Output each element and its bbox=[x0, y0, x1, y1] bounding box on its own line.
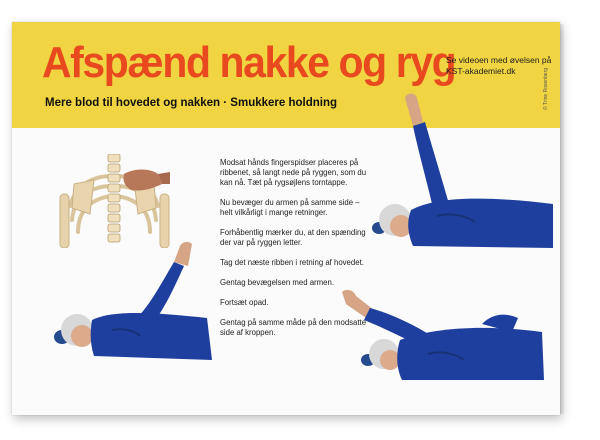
video-note: Se videoen med øvelsen på KST-akademiet.dk bbox=[446, 55, 552, 76]
instructions-text bbox=[220, 158, 370, 348]
poster-subtitle: Mere blod til hovedet og nakken · Smukkere holdning bbox=[45, 97, 338, 109]
poster-sheet bbox=[12, 22, 560, 415]
instruction-step: Gentag bevægelsen med armen. bbox=[220, 278, 334, 287]
copyright-note: © Trine Rosenberg bbox=[543, 67, 549, 110]
woman-lying-arm-raised-right-top bbox=[367, 92, 557, 252]
woman-lying-arm-raised-left bbox=[42, 232, 217, 362]
poster-title: Afspænd nakke og ryg bbox=[42, 38, 456, 87]
instruction-step: Nu bevæger du armen på samme side – helt vilkårligt i mange retninger. bbox=[220, 198, 360, 217]
instruction-step: Tag det næste ribben i retning af hovedet. bbox=[220, 258, 364, 267]
instruction-step: Forhåbentlig mærker du, at den spænding der var på ryggen letter. bbox=[220, 228, 366, 247]
instruction-step: Gentag på samme måde på den modsatte side af kroppen. bbox=[220, 318, 367, 337]
instruction-step: Modsat hånds fingerspidser placeres på ribbenet, så langt nede på ryggen, som du kan nå. Tæt på rygsøjlens torntappe. bbox=[220, 158, 367, 187]
instruction-step: Fortsæt opad. bbox=[220, 298, 269, 307]
